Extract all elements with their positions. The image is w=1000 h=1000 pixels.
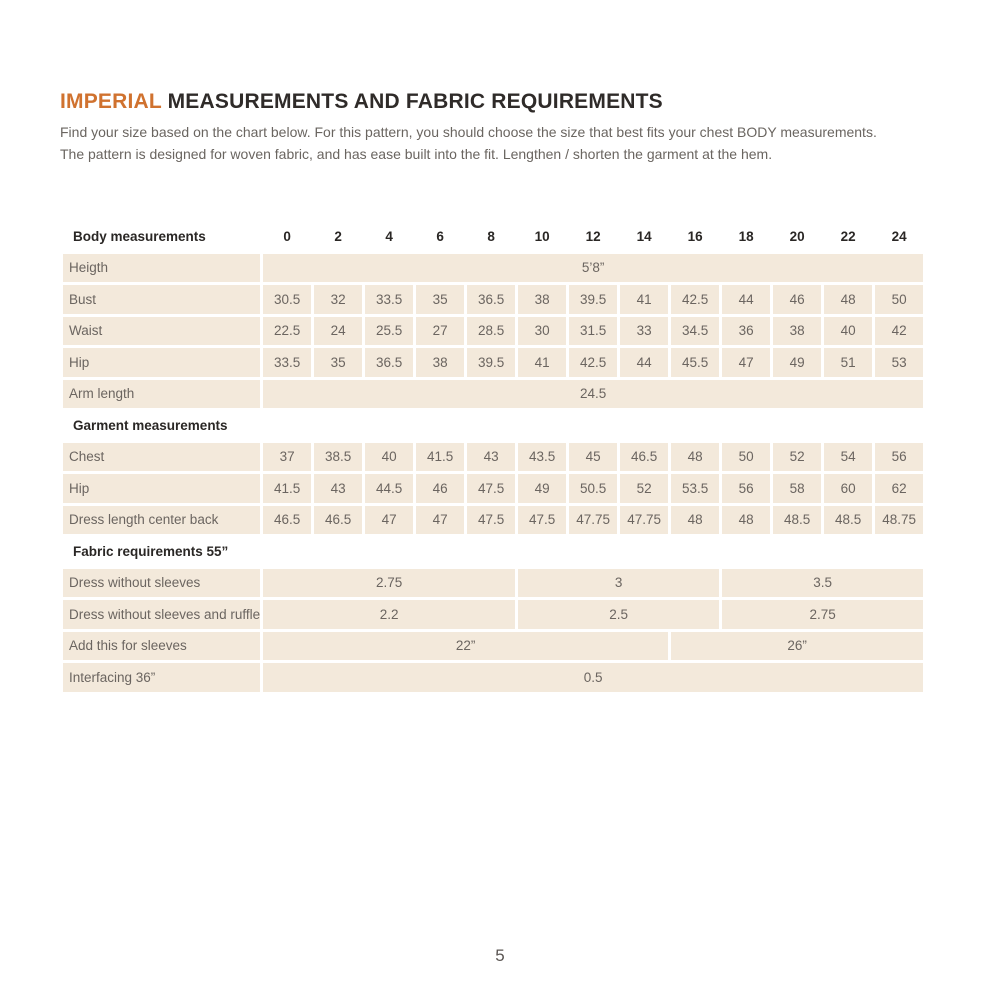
measurement-cell: 33 bbox=[620, 317, 668, 346]
measurement-cell: 22.5 bbox=[263, 317, 311, 346]
size-header: 24 bbox=[891, 228, 907, 244]
merged-measurement-cell: 2.5 bbox=[518, 600, 719, 629]
measurement-cell: 36.5 bbox=[365, 348, 413, 377]
section-header-row bbox=[63, 411, 923, 440]
page-title bbox=[60, 90, 663, 114]
measurement-cell: 48.75 bbox=[875, 506, 923, 535]
measurement-cell: 44 bbox=[722, 285, 770, 314]
measurement-cell: 31.5 bbox=[569, 317, 617, 346]
merged-measurement-cell: 2.75 bbox=[722, 600, 923, 629]
measurement-cell: 33.5 bbox=[365, 285, 413, 314]
section-title: Fabric requirements 55” bbox=[73, 543, 229, 559]
row-label: Bust bbox=[63, 285, 260, 314]
measurement-cell: 43 bbox=[467, 443, 515, 472]
row-label: Add this for sleeves bbox=[63, 632, 260, 661]
size-header: 8 bbox=[487, 228, 495, 244]
measurement-cell: 48.5 bbox=[824, 506, 872, 535]
measurement-cell: 50.5 bbox=[569, 474, 617, 503]
measurement-cell: 62 bbox=[875, 474, 923, 503]
merged-measurement-cell: 0.5 bbox=[263, 663, 923, 692]
measurement-cell: 56 bbox=[722, 474, 770, 503]
section-header-row bbox=[63, 222, 923, 251]
row-label: Waist bbox=[63, 317, 260, 346]
measurement-cell: 39.5 bbox=[569, 285, 617, 314]
measurement-cell: 50 bbox=[875, 285, 923, 314]
measurement-cell: 33.5 bbox=[263, 348, 311, 377]
merged-measurement-cell: 5’8” bbox=[263, 254, 923, 283]
section-spacer bbox=[263, 537, 923, 566]
measurement-cell: 52 bbox=[773, 443, 821, 472]
measurement-cell: 35 bbox=[416, 285, 464, 314]
measurement-cell: 37 bbox=[263, 443, 311, 472]
merged-measurement-cell: 22” bbox=[263, 632, 668, 661]
measurements-table bbox=[60, 219, 926, 695]
title-rest: MEASUREMENTS AND FABRIC REQUIREMENTS bbox=[167, 90, 663, 113]
table-row bbox=[63, 254, 923, 283]
measurement-cell: 60 bbox=[824, 474, 872, 503]
measurement-cell: 48 bbox=[671, 506, 719, 535]
size-header: 16 bbox=[687, 228, 703, 244]
measurement-cell: 40 bbox=[824, 317, 872, 346]
measurement-cell: 25.5 bbox=[365, 317, 413, 346]
measurement-cell: 36 bbox=[722, 317, 770, 346]
section-header-row bbox=[63, 537, 923, 566]
measurement-cell: 30.5 bbox=[263, 285, 311, 314]
row-label: Dress without sleeves bbox=[63, 569, 260, 598]
measurement-cell: 46 bbox=[416, 474, 464, 503]
measurement-cell: 45.5 bbox=[671, 348, 719, 377]
table-row bbox=[63, 317, 923, 346]
measurement-cell: 47.75 bbox=[620, 506, 668, 535]
merged-measurement-cell: 2.2 bbox=[263, 600, 515, 629]
size-header: 18 bbox=[738, 228, 754, 244]
section-title: Body measurements bbox=[73, 228, 206, 244]
measurement-cell: 30 bbox=[518, 317, 566, 346]
row-label: Interfacing 36” bbox=[63, 663, 260, 692]
page-number: 5 bbox=[495, 946, 505, 965]
measurement-cell: 34.5 bbox=[671, 317, 719, 346]
table-row bbox=[63, 569, 923, 598]
measurement-cell: 32 bbox=[314, 285, 362, 314]
measurement-cell: 39.5 bbox=[467, 348, 515, 377]
row-label: Hip bbox=[63, 474, 260, 503]
section-spacer bbox=[263, 411, 923, 440]
merged-measurement-cell: 3.5 bbox=[722, 569, 923, 598]
measurement-cell: 48 bbox=[671, 443, 719, 472]
measurement-cell: 47.5 bbox=[467, 506, 515, 535]
measurement-cell: 42 bbox=[875, 317, 923, 346]
table-row bbox=[63, 348, 923, 377]
measurement-cell: 42.5 bbox=[671, 285, 719, 314]
measurement-cell: 52 bbox=[620, 474, 668, 503]
measurement-cell: 47.75 bbox=[569, 506, 617, 535]
measurement-cell: 48 bbox=[722, 506, 770, 535]
size-header: 0 bbox=[283, 228, 291, 244]
row-label: Dress without sleeves and ruffle bbox=[63, 600, 260, 629]
table-row bbox=[63, 380, 923, 409]
merged-measurement-cell: 2.75 bbox=[263, 569, 515, 598]
intro-line-1: Find your size based on the chart below. For this pattern, you should choose the size that best fits your chest BODY measurements. bbox=[60, 124, 877, 140]
row-label: Arm length bbox=[63, 380, 260, 409]
measurement-cell: 28.5 bbox=[467, 317, 515, 346]
measurement-cell: 56 bbox=[875, 443, 923, 472]
section-title: Garment measurements bbox=[73, 417, 228, 433]
measurement-cell: 47 bbox=[365, 506, 413, 535]
measurement-cell: 53.5 bbox=[671, 474, 719, 503]
size-header: 14 bbox=[636, 228, 652, 244]
measurement-cell: 48.5 bbox=[773, 506, 821, 535]
table-row bbox=[63, 474, 923, 503]
size-header: 4 bbox=[385, 228, 393, 244]
merged-measurement-cell: 24.5 bbox=[263, 380, 923, 409]
measurement-cell: 41 bbox=[518, 348, 566, 377]
measurement-cell: 43 bbox=[314, 474, 362, 503]
measurement-cell: 38 bbox=[416, 348, 464, 377]
table-row bbox=[63, 506, 923, 535]
measurement-cell: 47 bbox=[416, 506, 464, 535]
merged-measurement-cell: 3 bbox=[518, 569, 719, 598]
measurement-cell: 54 bbox=[824, 443, 872, 472]
measurement-cell: 36.5 bbox=[467, 285, 515, 314]
measurement-cell: 42.5 bbox=[569, 348, 617, 377]
measurement-cell: 46.5 bbox=[620, 443, 668, 472]
table-row bbox=[63, 443, 923, 472]
measurement-cell: 53 bbox=[875, 348, 923, 377]
measurement-cell: 38.5 bbox=[314, 443, 362, 472]
measurement-cell: 45 bbox=[569, 443, 617, 472]
measurement-cell: 46 bbox=[773, 285, 821, 314]
measurement-cell: 50 bbox=[722, 443, 770, 472]
measurement-cell: 40 bbox=[365, 443, 413, 472]
intro-text bbox=[60, 121, 960, 165]
merged-measurement-cell: 26” bbox=[671, 632, 923, 661]
measurement-cell: 49 bbox=[773, 348, 821, 377]
table-row bbox=[63, 663, 923, 692]
measurement-cell: 41 bbox=[620, 285, 668, 314]
measurement-cell: 41.5 bbox=[263, 474, 311, 503]
measurement-cell: 46.5 bbox=[314, 506, 362, 535]
measurement-cell: 44 bbox=[620, 348, 668, 377]
size-header: 2 bbox=[334, 228, 342, 244]
measurement-cell: 27 bbox=[416, 317, 464, 346]
measurement-cell: 46.5 bbox=[263, 506, 311, 535]
intro-line-2: The pattern is designed for woven fabric, and has ease built into the fit. Lengthen / shorten the garment at the hem. bbox=[60, 146, 773, 162]
measurement-cell: 51 bbox=[824, 348, 872, 377]
measurement-cell: 44.5 bbox=[365, 474, 413, 503]
table-row bbox=[63, 632, 923, 661]
row-label: Heigth bbox=[63, 254, 260, 283]
row-label: Chest bbox=[63, 443, 260, 472]
measurement-cell: 38 bbox=[518, 285, 566, 314]
size-header: 6 bbox=[436, 228, 444, 244]
measurement-cell: 47.5 bbox=[518, 506, 566, 535]
size-header: 10 bbox=[534, 228, 550, 244]
measurement-cell: 35 bbox=[314, 348, 362, 377]
title-accent: IMPERIAL bbox=[60, 90, 162, 113]
table-row bbox=[63, 285, 923, 314]
row-label: Dress length center back bbox=[63, 506, 260, 535]
measurement-cell: 43.5 bbox=[518, 443, 566, 472]
size-header: 12 bbox=[585, 228, 601, 244]
row-label: Hip bbox=[63, 348, 260, 377]
measurement-cell: 47 bbox=[722, 348, 770, 377]
table-row bbox=[63, 600, 923, 629]
size-header: 22 bbox=[840, 228, 856, 244]
size-header: 20 bbox=[789, 228, 805, 244]
measurement-cell: 48 bbox=[824, 285, 872, 314]
measurement-cell: 24 bbox=[314, 317, 362, 346]
measurement-cell: 47.5 bbox=[467, 474, 515, 503]
measurement-cell: 49 bbox=[518, 474, 566, 503]
measurement-cell: 41.5 bbox=[416, 443, 464, 472]
measurement-cell: 58 bbox=[773, 474, 821, 503]
measurement-cell: 38 bbox=[773, 317, 821, 346]
